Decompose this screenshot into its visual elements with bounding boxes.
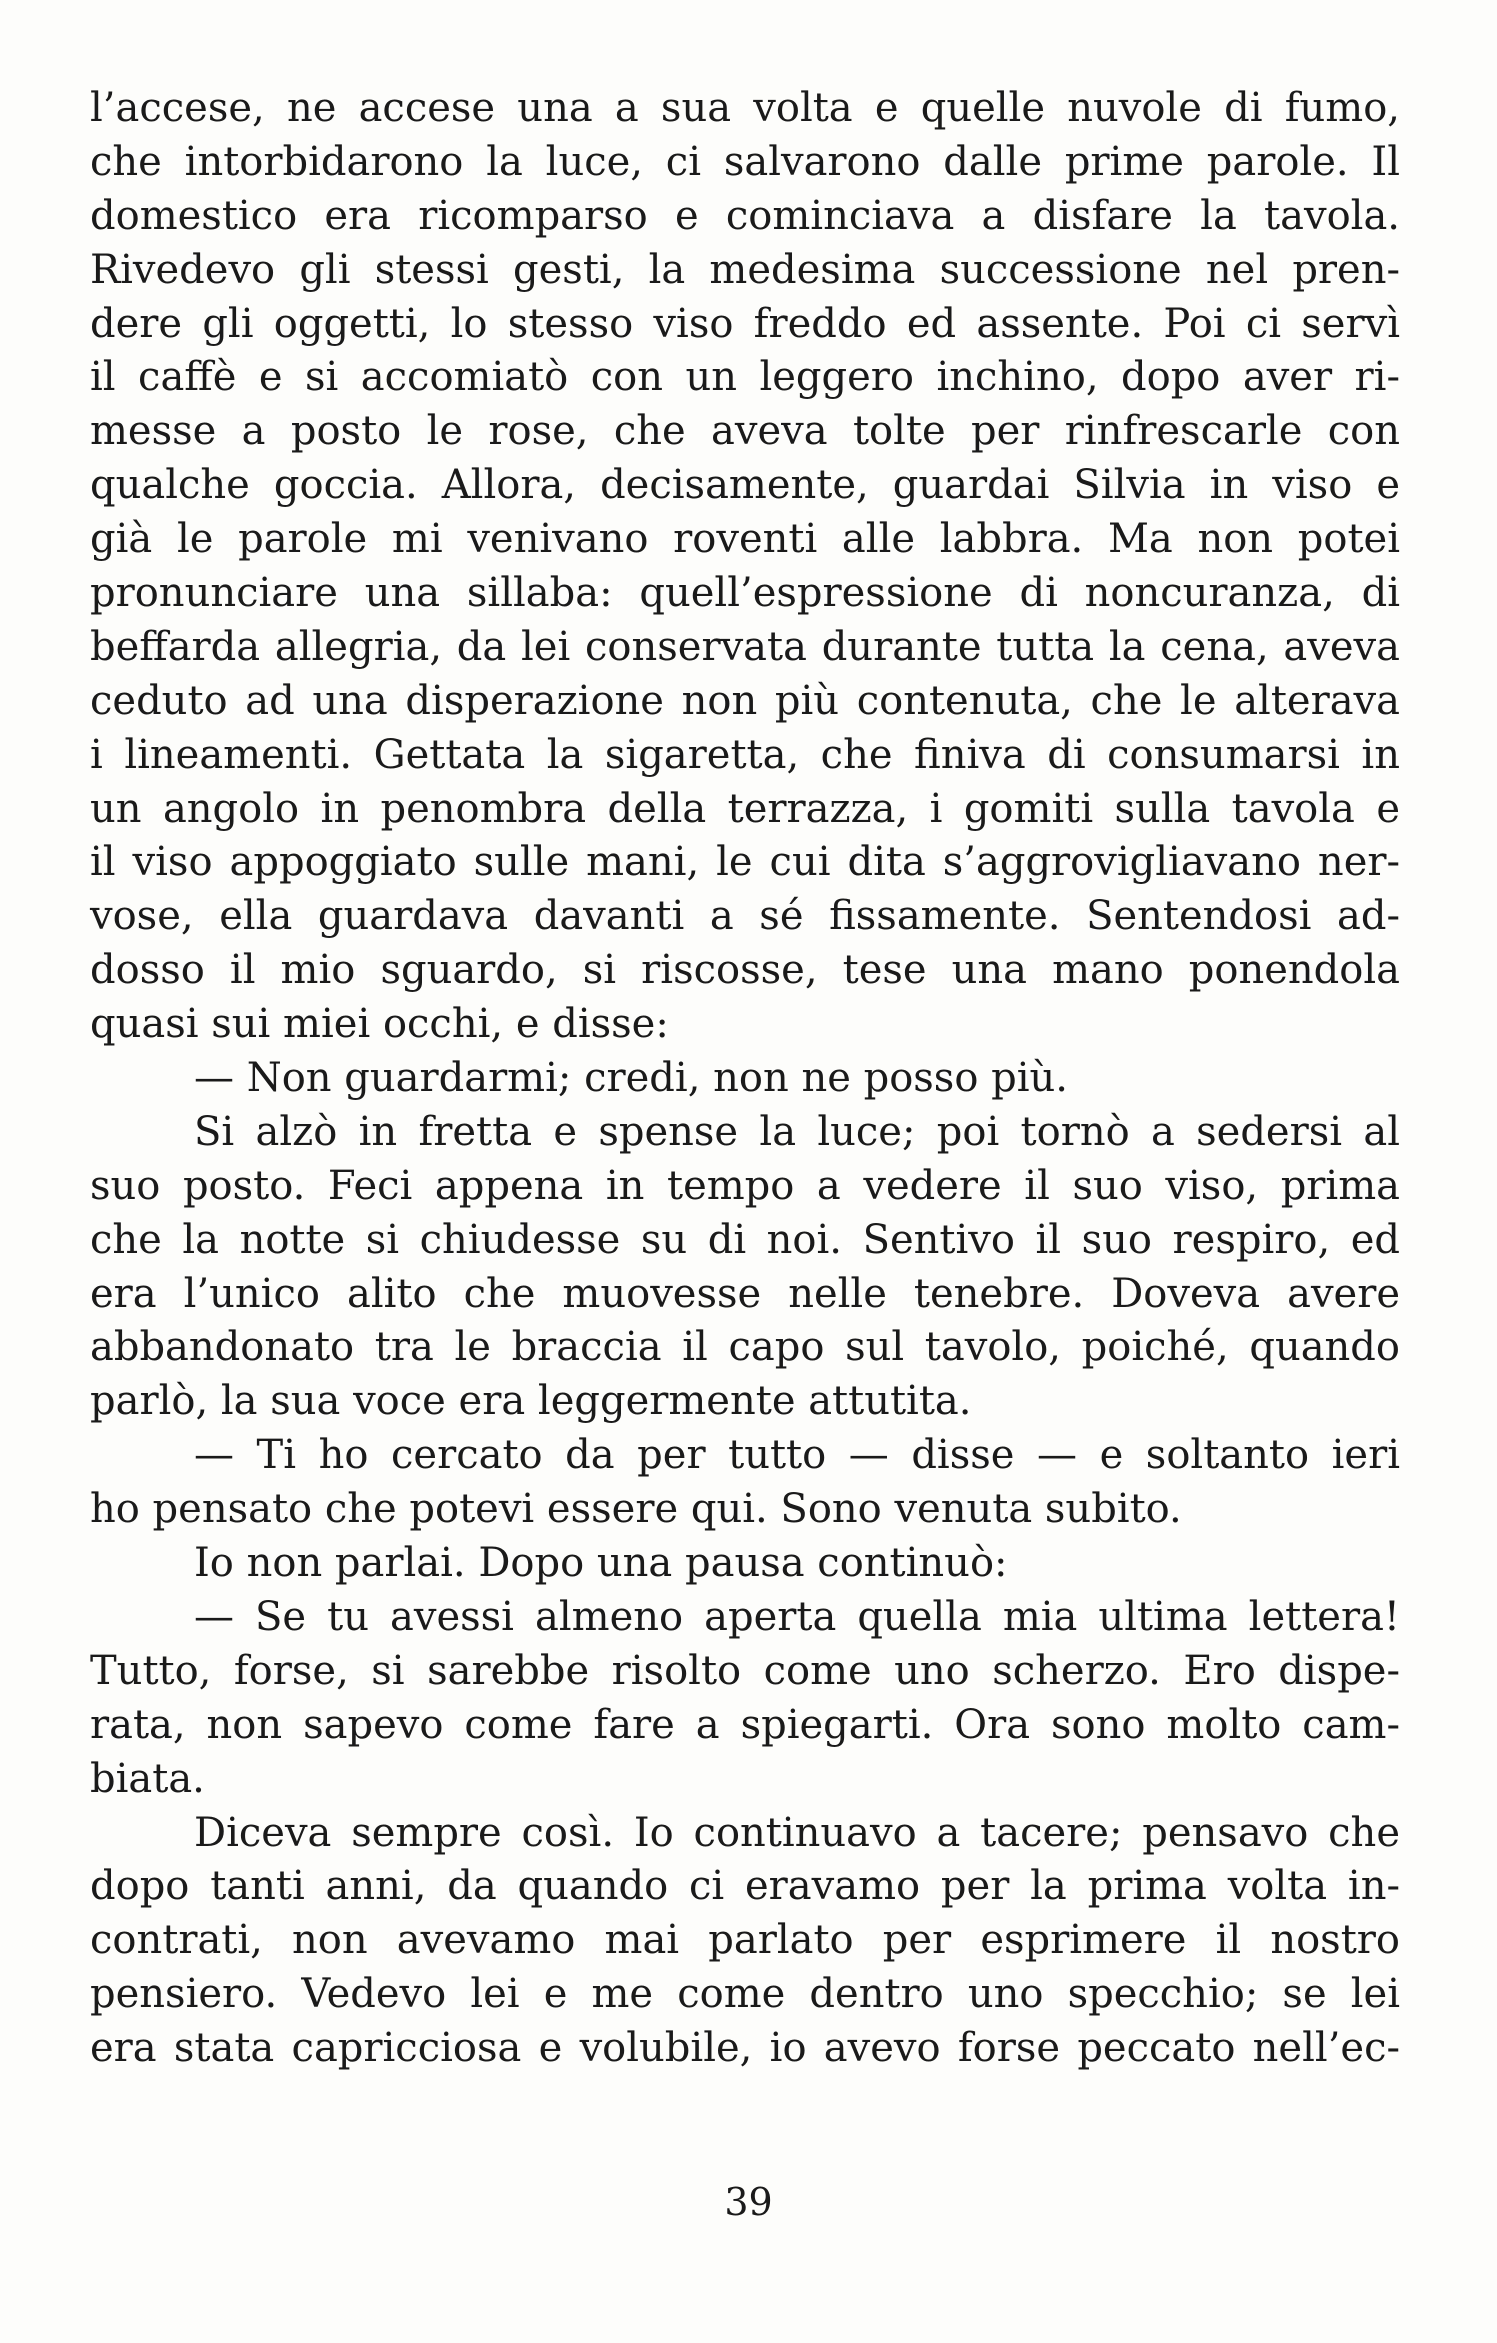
- text-line: qualche goccia. Allora, decisamente, guardai Silvia in viso e: [90, 462, 1400, 509]
- text-line: dopo tanti anni, da quando ci eravamo per la prima volta in-: [90, 1863, 1400, 1910]
- text-line: Tutto, forse, si sarebbe risolto come uno scherzo. Ero dispe-: [90, 1647, 1400, 1694]
- text-line: suo posto. Feci appena in tempo a vedere il suo viso, prima: [90, 1162, 1400, 1209]
- text-line: domestico era ricomparso e cominciava a disfare la tavola.: [90, 192, 1400, 239]
- text-line: dere gli oggetti, lo stesso viso freddo ed assente. Poi ci servì: [90, 300, 1400, 347]
- text-line: l’accese, ne accese una a sua volta e quelle nuvole di fumo,: [90, 85, 1400, 131]
- text-line: già le parole mi venivano roventi alle labbra. Ma non potei: [90, 516, 1400, 563]
- text-line: vose, ella guardava davanti a sé fissamente. Sentendosi ad-: [90, 893, 1400, 940]
- text-line: messe a posto le rose, che aveva tolte per rinfrescarle con: [90, 408, 1400, 455]
- text-line: Rivedevo gli stessi gesti, la medesima successione nel pren-: [90, 246, 1400, 293]
- text-line: era l’unico alito che muovesse nelle tenebre. Doveva avere: [90, 1270, 1400, 1317]
- text-line: parlò, la sua voce era leggermente attutita.: [90, 1378, 972, 1425]
- text-line: beffarda allegria, da lei conservata durante tutta la cena, aveva: [90, 623, 1400, 670]
- text-line: dosso il mio sguardo, si riscosse, tese una mano ponendola: [90, 947, 1400, 994]
- text-line: contrati, non avevamo mai parlato per esprimere il nostro: [90, 1917, 1400, 1964]
- text-line: pronunciare una sillaba: quell’espressione di noncuranza, di: [90, 570, 1400, 617]
- text-line: il caffè e si accomiatò con un leggero inchino, dopo aver ri-: [90, 354, 1400, 401]
- text-line: quasi sui miei occhi, e disse:: [90, 1001, 669, 1048]
- text-line: che intorbidarono la luce, ci salvarono dalle prime parole. Il: [90, 138, 1400, 185]
- text-line: che la notte si chiudesse su di noi. Sentivo il suo respiro, ed: [90, 1216, 1400, 1263]
- text-line: ceduto ad una disperazione non più contenuta, che le alterava: [90, 677, 1400, 724]
- text-line: abbandonato tra le braccia il capo sul tavolo, poiché, quando: [90, 1324, 1400, 1371]
- text-line: i lineamenti. Gettata la sigaretta, che finiva di consumarsi in: [90, 731, 1400, 778]
- text-line: Io non parlai. Dopo una pausa continuò:: [194, 1540, 1008, 1587]
- page-number: 39: [724, 2180, 773, 2224]
- text-line: — Ti ho cercato da per tutto — disse — e soltanto ieri: [194, 1432, 1400, 1479]
- text-line: era stata capricciosa e volubile, io avevo forse peccato nell’ec-: [90, 2025, 1400, 2072]
- text-line: pensiero. Vedevo lei e me come dentro uno specchio; se lei: [90, 1971, 1400, 2018]
- text-line: — Se tu avessi almeno aperta quella mia ultima lettera!: [194, 1593, 1400, 1640]
- text-line: ho pensato che potevi essere qui. Sono venuta subito.: [90, 1486, 1182, 1533]
- body-text: [90, 82, 1400, 2076]
- text-line: Si alzò in fretta e spense la luce; poi tornò a sedersi al: [194, 1108, 1400, 1155]
- text-line: — Non guardarmi; credi, non ne posso più.: [194, 1055, 1069, 1102]
- text-line: biata.: [90, 1755, 205, 1802]
- text-line: il viso appoggiato sulle mani, le cui dita s’aggrovigliavano ner-: [90, 839, 1400, 886]
- text-line: un angolo in penombra della terrazza, i gomiti sulla tavola e: [90, 785, 1400, 832]
- text-line: Diceva sempre così. Io continuavo a tacere; pensavo che: [194, 1809, 1400, 1856]
- text-line: rata, non sapevo come fare a spiegarti. Ora sono molto cam-: [90, 1701, 1400, 1748]
